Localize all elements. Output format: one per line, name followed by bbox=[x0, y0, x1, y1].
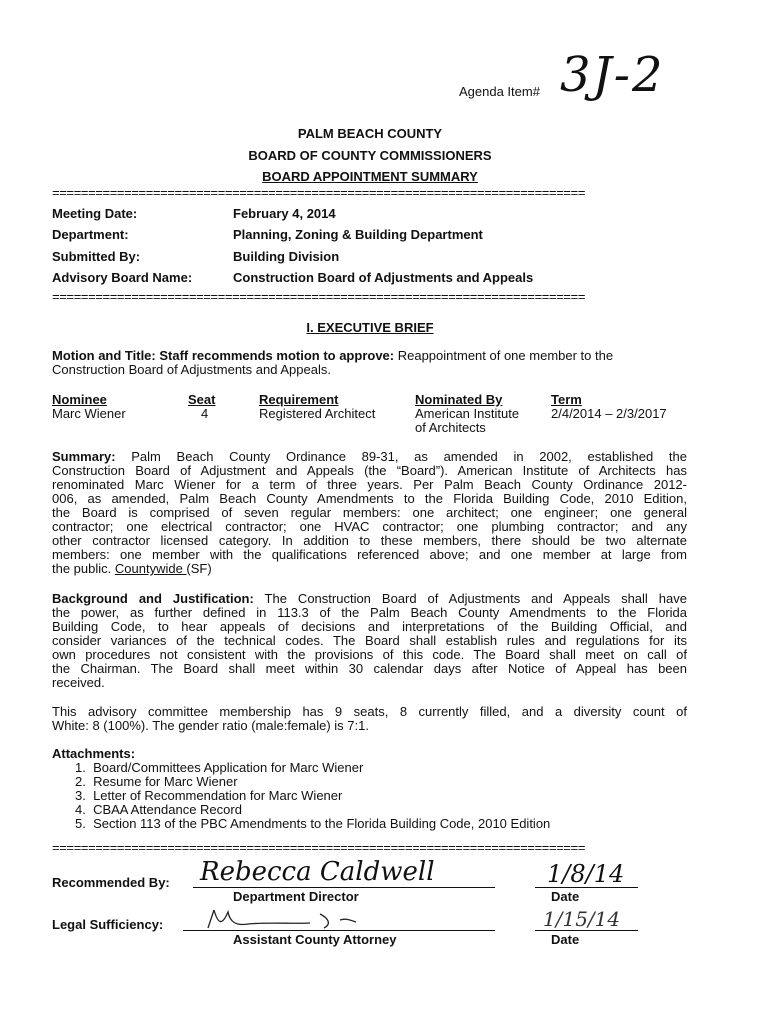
recommended-by-label: Recommended By: bbox=[52, 875, 170, 890]
summary-suffix: (SF) bbox=[186, 561, 212, 576]
divider-bottom: ========================================================================== bbox=[52, 845, 585, 856]
motion-text: Reappointment of one member to the bbox=[394, 348, 614, 363]
background-line: received. bbox=[52, 675, 105, 690]
motion-label: Motion and Title: Staff recommends motion to approve: bbox=[52, 348, 395, 363]
summary-line: Palm Beach County Ordinance 89-31, as amended in 2002, established the bbox=[131, 449, 687, 464]
advisory-board: Construction Board of Adjustments and Appeals bbox=[233, 270, 534, 285]
col-nominee: Nominee bbox=[52, 392, 107, 407]
recommended-date: 1/8/14 bbox=[547, 860, 625, 888]
meeting-date-label: Meeting Date: bbox=[52, 206, 138, 221]
attachment-item: 1. Board/Committees Application for Marc Wiener bbox=[75, 760, 364, 775]
header-summary-title: BOARD APPOINTMENT SUMMARY bbox=[262, 169, 478, 184]
recommended-signature-line bbox=[193, 887, 495, 888]
header-county: PALM BEACH COUNTY bbox=[297, 126, 443, 141]
department-director-label: Department Director bbox=[233, 889, 359, 904]
nominee-nominated-by-2: of Architects bbox=[415, 420, 486, 435]
nominee-requirement: Registered Architect bbox=[259, 406, 376, 421]
agenda-item-number: 3J-2 bbox=[560, 47, 665, 103]
agenda-item-label: Agenda Item# bbox=[459, 84, 540, 99]
motion bbox=[52, 349, 692, 363]
background-line: consider variances of the technical codes. The Board shall establish rules and regulations for its bbox=[52, 633, 687, 648]
nominee-seat: 4 bbox=[201, 406, 209, 421]
membership-line: This advisory committee membership has 9 seats, 8 currently filled, and a diversity count of bbox=[52, 704, 687, 719]
department: Planning, Zoning & Building Department bbox=[233, 227, 483, 242]
background-line: The Construction Board of Adjustments and Appeals shall have bbox=[253, 591, 687, 606]
attachment-item: 5. Section 113 of the PBC Amendments to the Florida Building Code, 2010 Edition bbox=[75, 816, 551, 831]
summary-line: other contractor licensed category. In addition to these members, there should be two alternate bbox=[52, 533, 687, 548]
summary-label: Summary: bbox=[52, 449, 116, 464]
legal-sufficiency-label: Legal Sufficiency: bbox=[52, 917, 164, 932]
assistant-attorney-label: Assistant County Attorney bbox=[233, 932, 397, 947]
department-label: Department: bbox=[52, 227, 129, 242]
summary-block bbox=[52, 450, 687, 576]
header-board: BOARD OF COUNTY COMMISSIONERS bbox=[248, 148, 492, 163]
background-line: Building Code, to hear appeals of decisions and interpretations of the Building Official, and bbox=[52, 619, 687, 634]
background-line: the power, as further defined in 113.3 of the Palm Beach County Amendments to the Florida bbox=[52, 605, 687, 620]
col-requirement: Requirement bbox=[259, 392, 339, 407]
col-term: Term bbox=[551, 392, 582, 407]
nominee-name: Marc Wiener bbox=[52, 406, 126, 421]
motion-text-2: Construction Board of Adjustments and Appeals. bbox=[52, 362, 331, 377]
background-label: Background and Justification: bbox=[52, 591, 254, 606]
summary-line: 006, as amended, Palm Beach County Amendments to the Florida Building Code, 2010 Edition, bbox=[52, 491, 687, 506]
divider-top: ========================================================================== bbox=[52, 190, 585, 201]
background-line: the Chairman. The Board shall meet within 30 calendar days after Notice of Appeal has been bbox=[52, 661, 687, 676]
summary-line: contractor; one electrical contractor; one HVAC contractor; one plumbing contractor; and any bbox=[52, 519, 687, 534]
date-label-2: Date bbox=[551, 932, 580, 947]
advisory-board-label: Advisory Board Name: bbox=[52, 270, 193, 285]
section-title: I. EXECUTIVE BRIEF bbox=[306, 320, 434, 335]
membership-line: White: 8 (100%). The gender ratio (male:female) is 7:1. bbox=[52, 718, 369, 733]
divider-meta: ========================================================================== bbox=[52, 294, 585, 305]
recommended-signature: Rebecca Caldwell bbox=[200, 857, 435, 887]
attachment-item: 2. Resume for Marc Wiener bbox=[75, 774, 238, 789]
summary-line: Construction Board of Adjustment and Appeals (the “Board”). American Institute of Architects has bbox=[52, 463, 687, 478]
legal-date: 1/15/14 bbox=[543, 907, 621, 931]
summary-line: members: one member with the qualifications referenced above; and one member at large from bbox=[52, 547, 687, 562]
attachments-label: Attachments: bbox=[52, 746, 136, 761]
background-block bbox=[52, 592, 687, 690]
submitted-by-label: Submitted By: bbox=[52, 249, 141, 264]
summary-line: the public. bbox=[52, 561, 115, 576]
attachment-item: 4. CBAA Attendance Record bbox=[75, 802, 242, 817]
legal-signature-scribble bbox=[200, 906, 370, 932]
submitted-by: Building Division bbox=[233, 249, 340, 264]
meeting-date: February 4, 2014 bbox=[233, 206, 336, 221]
attachment-item: 3. Letter of Recommendation for Marc Wiener bbox=[75, 788, 343, 803]
date-label: Date bbox=[551, 889, 580, 904]
summary-line: the Board is comprised of seven regular members: one architect; one engineer; one general bbox=[52, 505, 687, 520]
summary-line: renominated Marc Wiener for a term of three years. Per Palm Beach County Ordinance 2012- bbox=[52, 477, 687, 492]
membership-block bbox=[52, 705, 687, 733]
nominee-term: 2/4/2014 – 2/3/2017 bbox=[551, 406, 667, 421]
col-seat: Seat bbox=[188, 392, 216, 407]
countywide-link: Countywide bbox=[114, 561, 187, 576]
col-nominated-by: Nominated By bbox=[415, 392, 503, 407]
background-line: own procedures not consistent with the provisions of this code. The Board shall meet on call of bbox=[52, 647, 687, 662]
nominee-nominated-by: American Institute bbox=[415, 406, 520, 421]
